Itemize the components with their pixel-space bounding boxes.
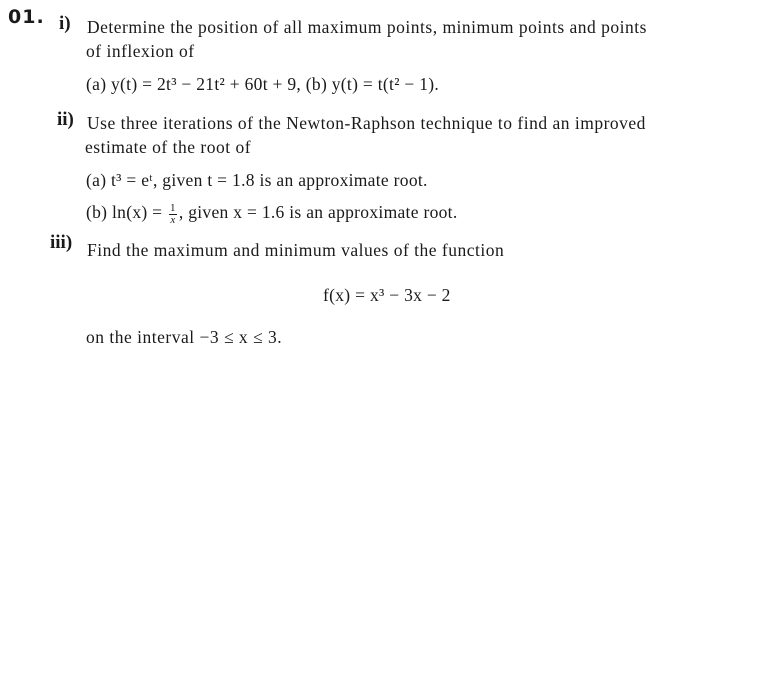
part-ii-item-b-suffix: , given x = 1.6 is an approximate root. <box>178 202 458 222</box>
fraction-numerator: 1 <box>170 202 176 214</box>
part-iii-label: iii) <box>50 232 73 253</box>
part-iii-equation: f(x) = x³ − 3x − 2 <box>323 285 451 305</box>
part-ii-item-b <box>86 202 458 226</box>
part-i-sub-items: (a) y(t) = 2t³ − 21t² + 60t + 9, (b) y(t) = t(t² − 1). <box>86 74 440 94</box>
part-ii-label: ii) <box>57 109 74 130</box>
part-iii-text-line2: on the interval −3 ≤ x ≤ 3. <box>86 327 283 347</box>
fraction-denominator: x <box>170 214 176 226</box>
part-ii-text-line2: estimate of the root of <box>85 137 252 157</box>
part-ii-item-b-fraction <box>169 203 177 226</box>
part-ii-item-a: (a) t³ = eᵗ, given t = 1.8 is an approximate root. <box>86 170 428 190</box>
part-i-text-line1: Determine the position of all maximum points, minimum points and points <box>87 17 647 37</box>
part-i-label: i) <box>59 13 71 34</box>
question-number: 01. <box>8 6 45 28</box>
part-ii-item-b-prefix: (b) ln(x) = <box>86 202 168 222</box>
part-i-text-line2: of inflexion of <box>86 41 195 61</box>
part-iii-text-line1: Find the maximum and minimum values of the function <box>87 240 505 260</box>
part-ii-text-line1: Use three iterations of the Newton-Raphson technique to find an improved <box>87 113 646 133</box>
